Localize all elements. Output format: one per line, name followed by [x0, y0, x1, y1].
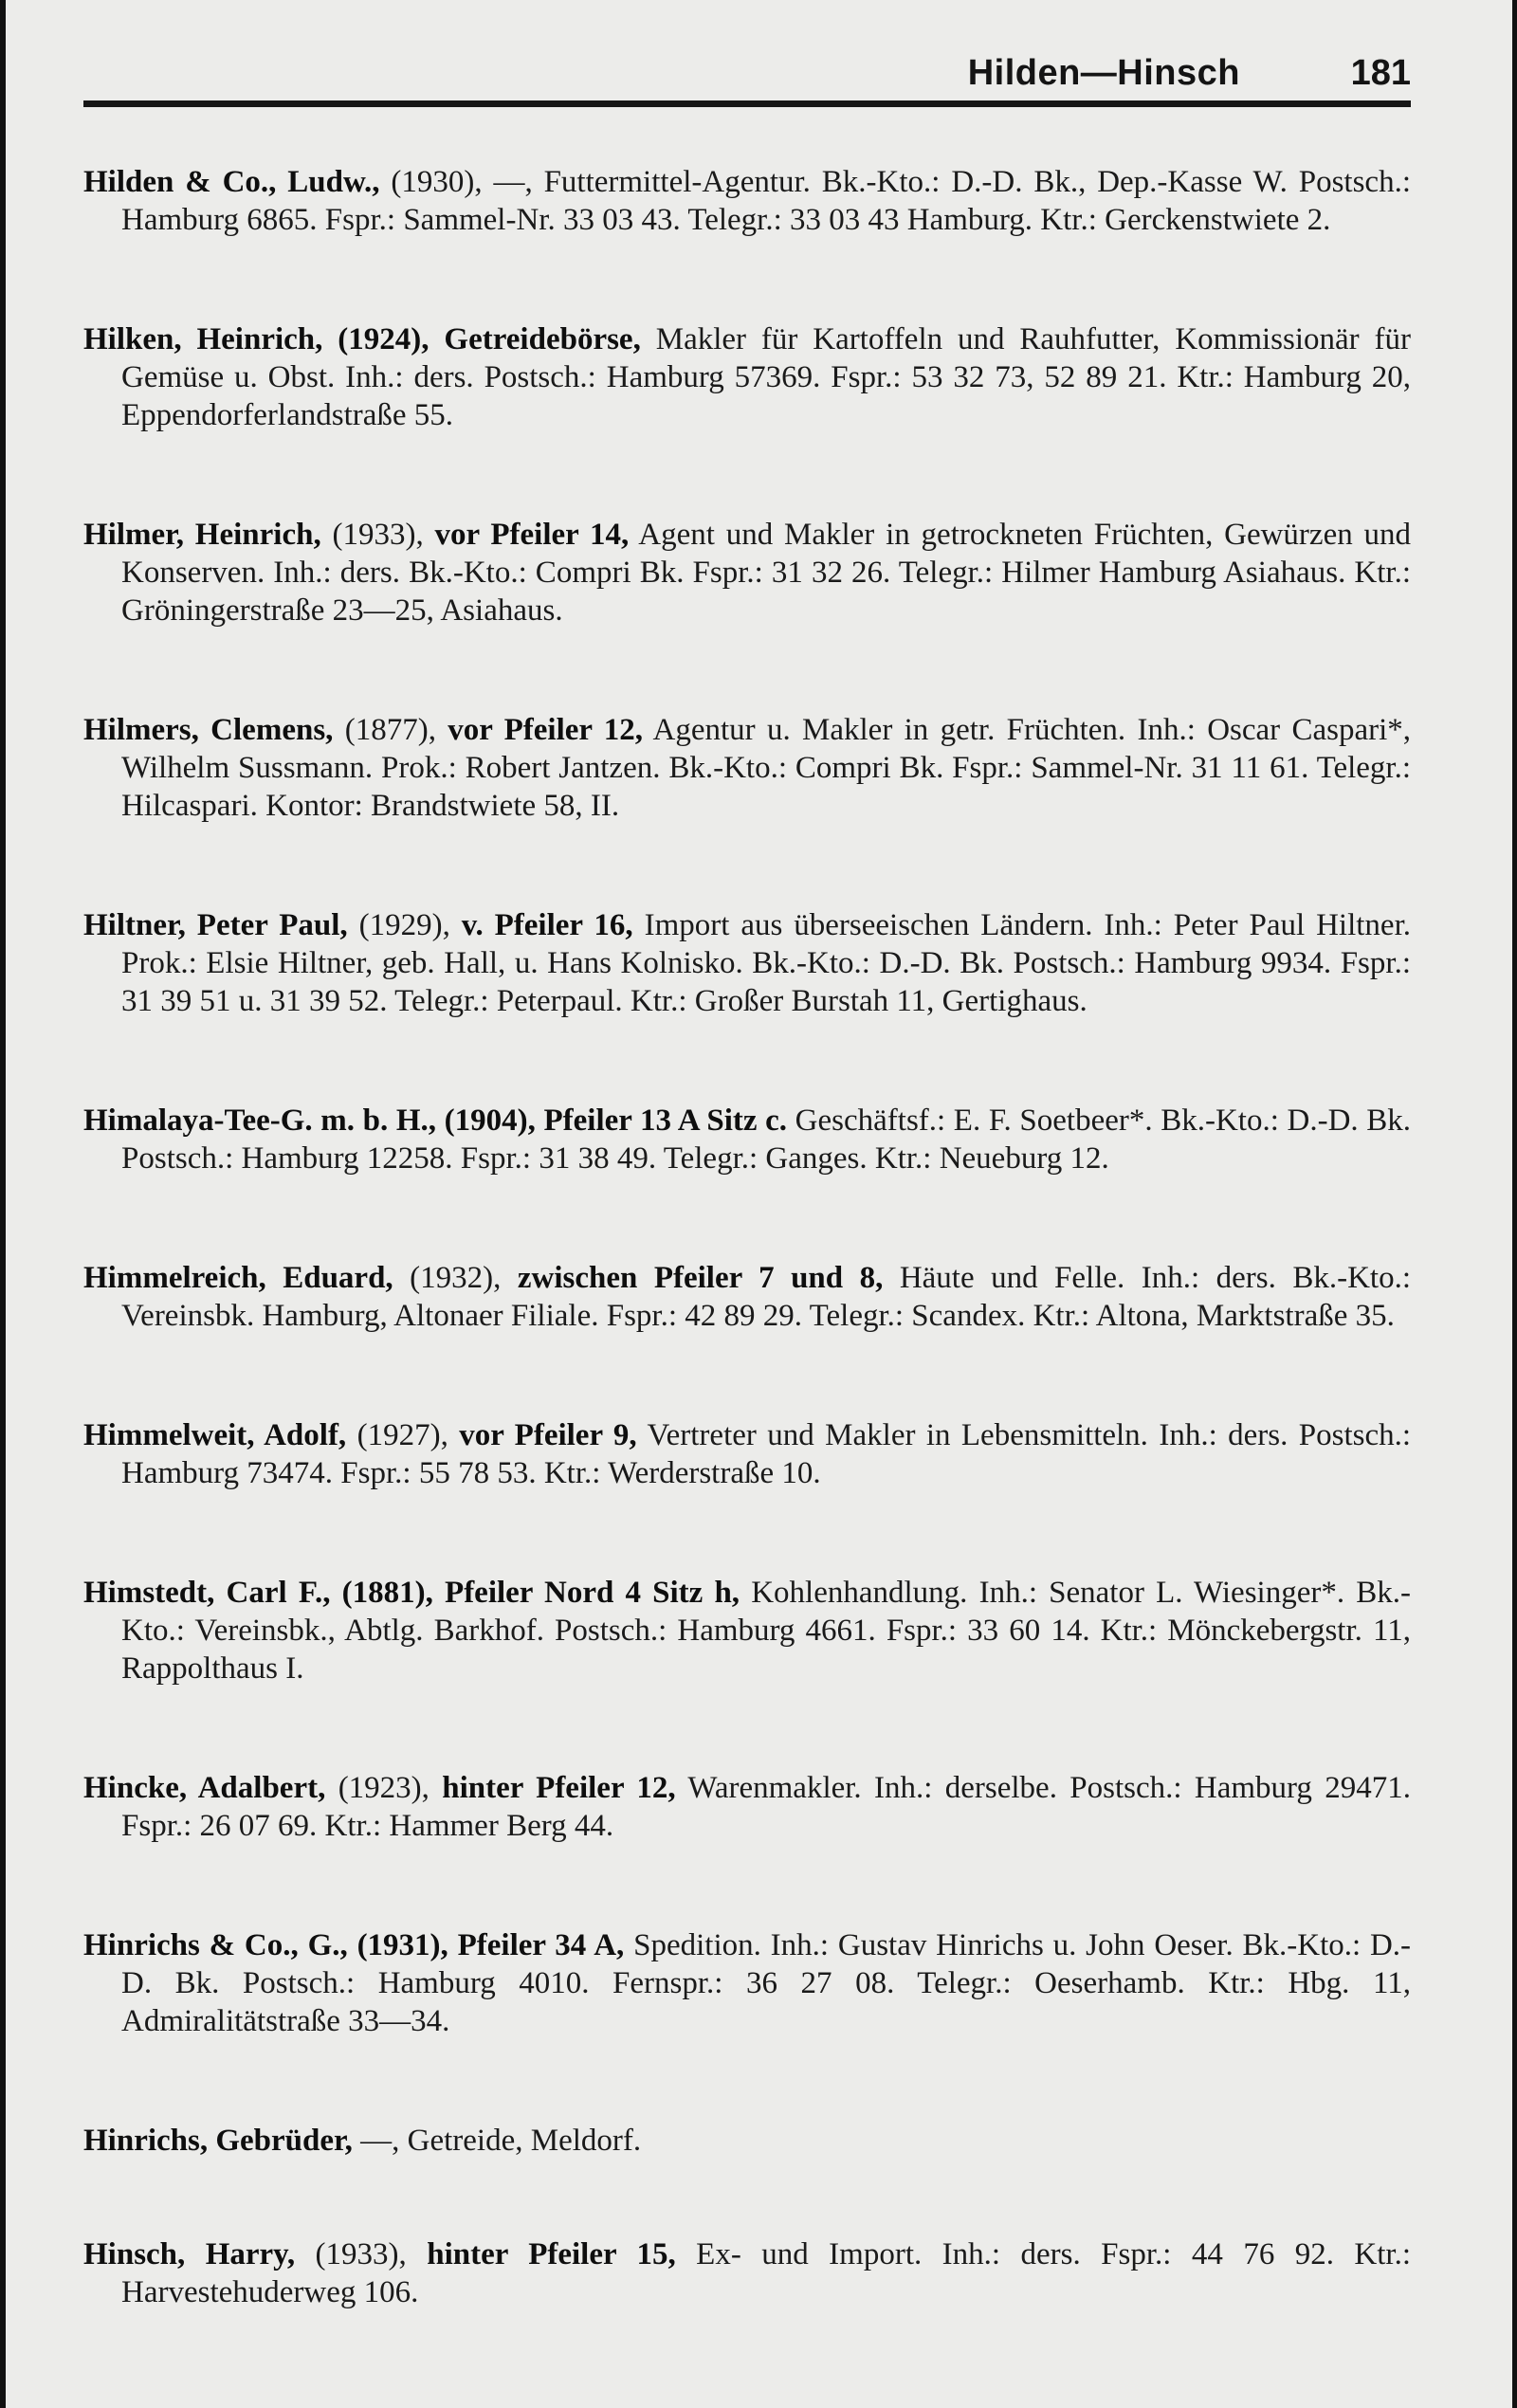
entry-founded: (1931),	[356, 1928, 448, 1962]
entry-founded: (1923),	[338, 1771, 430, 1805]
entry-location: zwischen Pfeiler 7 und 8,	[517, 1261, 884, 1295]
entry-himstedt	[83, 1574, 1411, 1687]
entry-hinsch	[83, 2235, 1411, 2311]
entry-hiltner	[83, 906, 1411, 1020]
entry-founded: (1933),	[315, 2237, 407, 2271]
entry-name: Hilden & Co., Ludw.,	[83, 165, 380, 199]
entry-founded: (1932),	[410, 1261, 502, 1295]
scan-edge-left	[0, 0, 6, 2408]
entry-himalaya	[83, 1102, 1411, 1177]
entry-location: v. Pfeiler 16,	[461, 908, 633, 942]
entry-name: Hinrichs & Co., G.,	[83, 1928, 348, 1962]
entry-name: Himmelweit, Adolf,	[83, 1418, 347, 1452]
entry-text: Spedition. Inh.: Gustav Hinrichs u. John Oeser. Bk.-Kto.: D.-D. Bk. Postsch.: Hamburg 4010. Fernspr.: 36 27 08. Telegr.: Oeserhamb. Ktr.: Hbg. 11, Admiralitätstraße 33—34.	[121, 1928, 1412, 2038]
entry-hinrichs-co	[83, 1926, 1411, 2040]
entry-founded: (1930),	[391, 165, 483, 199]
entry-founded: (1881),	[341, 1576, 433, 1610]
entry-name: Hincke, Adalbert,	[83, 1771, 326, 1805]
entry-name: Hinrichs, Gebrüder,	[83, 2124, 353, 2158]
entry-location: vor Pfeiler 9,	[459, 1418, 637, 1452]
scan-edge-right	[1512, 0, 1517, 2408]
entry-text: Futtermittel-Agentur. Bk.-Kto.: D.-D. Bk., Dep.-Kasse W. Postsch.: Hamburg 6865. Fspr.: Sammel-Nr. 33 03 43. Telegr.: 33 03 43 Hamburg. Ktr.: Gerckenstwiete 2.	[121, 165, 1411, 237]
entry-text: —, Getreide, Meldorf.	[360, 2124, 642, 2158]
entry-hincke	[83, 1769, 1411, 1845]
entry-name: Hinsch, Harry,	[83, 2237, 296, 2271]
entry-name: Hilmers, Clemens,	[83, 713, 334, 747]
page-number: 181	[1350, 53, 1411, 93]
entry-text: Häute und Felle. Inh.: ders. Bk.-Kto.: Vereinsbk. Hamburg, Altonaer Filiale. Fspr.: 42 89 29. Telegr.: Scandex. Ktr.: Altona, Marktstraße 35.	[121, 1261, 1411, 1333]
entry-founded: (1904),	[444, 1104, 536, 1138]
entry-text: Kohlenhandlung. Inh.: Senator L. Wiesinger*. Bk.-Kto.: Vereinsbk., Abtlg. Barkhof. Postsch.: Hamburg 4661. Fspr.: 33 60 14. Ktr.: Mönckebergstr. 11, Rappolthaus I.	[121, 1576, 1412, 1686]
entry-hilmer	[83, 516, 1411, 629]
entry-location: Getreidebörse,	[444, 322, 641, 356]
entry-text: Agentur u. Makler in getr. Früchten. Inh.: Oscar Caspari*, Wilhelm Sussmann. Prok.: Robert Jantzen. Bk.-Kto.: Compri Bk. Fspr.: Sammel-Nr. 31 11 61. Telegr.: Hilcaspari. Kontor: Brandstwiete 58, II.	[121, 713, 1412, 823]
entry-name: Hiltner, Peter Paul,	[83, 908, 348, 942]
entry-location: —,	[493, 165, 533, 199]
entry-hilmers	[83, 711, 1411, 825]
entry-himmelreich	[83, 1259, 1411, 1335]
entry-hinrichs-gebrueder	[83, 2122, 1411, 2160]
entry-name: Himalaya-Tee-G. m. b. H.,	[83, 1104, 437, 1138]
entry-text: Ex- und Import. Inh.: ders. Fspr.: 44 76 92. Ktr.: Harvestehuderweg 106.	[121, 2237, 1412, 2309]
entry-founded: (1927),	[356, 1418, 448, 1452]
entry-text: Vertreter und Makler in Lebensmitteln. Inh.: ders. Postsch.: Hamburg 73474. Fspr.: 55 78 53. Ktr.: Werderstraße 10.	[121, 1418, 1412, 1490]
header-rule	[83, 100, 1411, 107]
entry-location: Pfeiler 13 A Sitz c.	[543, 1104, 788, 1138]
entry-founded: (1933),	[332, 518, 424, 552]
entry-location: Pfeiler Nord 4 Sitz h,	[445, 1576, 740, 1610]
entry-text: Import aus überseeischen Ländern. Inh.: Peter Paul Hiltner. Prok.: Elsie Hiltner, geb. Hall, u. Hans Kolnisko. Bk.-Kto.: D.-D. Bk. Postsch.: Hamburg 9934. Fspr.: 31 39 51 u. 31 39 52. Telegr.: Peterpaul. Ktr.: Großer Burstah 11, Gertighaus.	[121, 908, 1411, 1018]
entry-location: vor Pfeiler 14,	[434, 518, 630, 552]
entry-hilken	[83, 320, 1411, 434]
entry-location: hinter Pfeiler 15,	[427, 2237, 676, 2271]
entry-founded: (1929),	[358, 908, 450, 942]
entry-name: Hilken, Heinrich,	[83, 322, 323, 356]
running-head	[83, 46, 1411, 102]
entry-list	[83, 163, 1411, 2393]
running-head-title: Hilden—Hinsch	[967, 53, 1240, 93]
entry-text: Makler für Kartoffeln und Rauhfutter, Kommissionär für Gemüse u. Obst. Inh.: ders. Postsch.: Hamburg 57369. Fspr.: 53 32 73, 52 89 21. Ktr.: Hamburg 20, Eppendorferlandstraße 55.	[121, 322, 1412, 432]
entry-name: Himmelreich, Eduard,	[83, 1261, 393, 1295]
entry-name: Himstedt, Carl F.,	[83, 1576, 331, 1610]
entry-hilden	[83, 163, 1411, 239]
entry-founded: (1924),	[338, 322, 430, 356]
entry-text: Geschäftsf.: E. F. Soetbeer*. Bk.-Kto.: D.-D. Bk. Postsch.: Hamburg 12258. Fspr.: 31 38 49. Telegr.: Ganges. Ktr.: Neueburg 12.	[121, 1104, 1412, 1176]
entry-text: Agent und Makler in getrockneten Früchten, Gewürzen und Konserven. Inh.: ders. Bk.-Kto.: Compri Bk. Fspr.: 31 32 26. Telegr.: Hilmer Hamburg Asiahaus. Ktr.: Gröningerstraße 23—25, Asiahaus.	[121, 518, 1412, 628]
entry-founded: (1877),	[344, 713, 436, 747]
entry-location: vor Pfeiler 12,	[448, 713, 644, 747]
entry-location: Pfeiler 34 A,	[457, 1928, 625, 1962]
entry-text: Warenmakler. Inh.: derselbe. Postsch.: Hamburg 29471. Fspr.: 26 07 69. Ktr.: Hammer Berg 44.	[121, 1771, 1412, 1843]
entry-himmelweit	[83, 1416, 1411, 1492]
entry-name: Hilmer, Heinrich,	[83, 518, 321, 552]
entry-location: hinter Pfeiler 12,	[442, 1771, 676, 1805]
